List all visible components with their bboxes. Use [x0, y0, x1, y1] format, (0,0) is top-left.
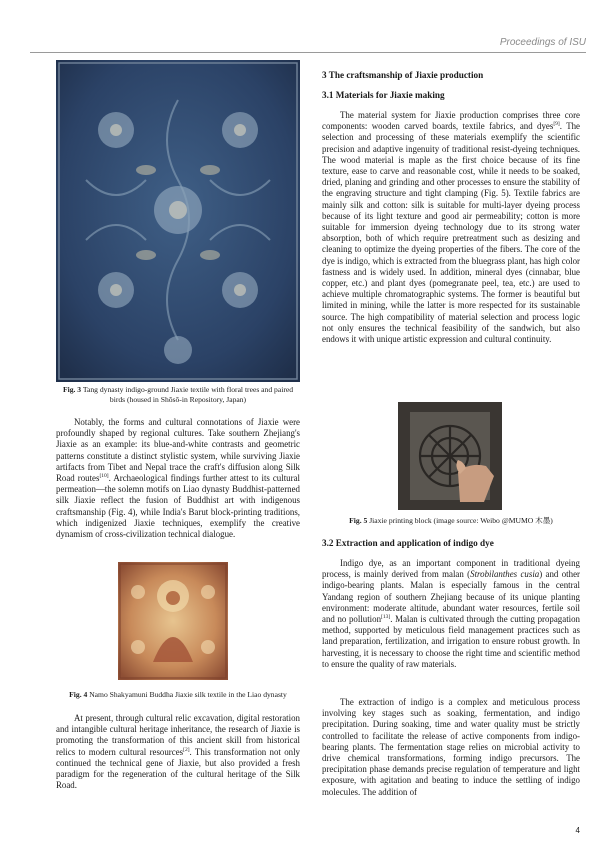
figure-4-caption-text: Namo Shakyamuni Buddha Jiaxie silk textile in the Liao dynasty	[89, 690, 287, 699]
figure-5-printing-block-image	[398, 402, 502, 510]
section-3-1-heading: 3.1 Materials for Jiaxie making	[322, 90, 445, 100]
figure-5-caption-text: Jiaxie printing block (image source: Weibo @MUMO 木墨)	[369, 516, 553, 525]
left-paragraph-1: Notably, the forms and cultural connotations of Jiaxie were profoundly shaped by regional cultures. Take southern Zhejiang's Jiaxie as an example: its blue-and-white contrasts and geometric patterns constitute a distinct stylistic system, while surviving Jiaxie artifacts from Tibet and Nepal trace the craft's diffusion along Silk Road routes[10]. Archaeological findings further attest to its cultural permeation—the solemn motifs on Liao dynasty Buddhist-patterned silk Jiaxie reflect the fusion of Buddhist art with indigenous craftsmanship (Fig. 4), while India's Barut block-printing traditions, which indigenized Jiaxie techniques, exemplify the creative dynamism of cross-civilization technical dialogue.	[56, 417, 300, 540]
figure-5-label: Fig. 5	[349, 516, 368, 525]
running-header	[30, 32, 586, 53]
right-paragraph-1: The material system for Jiaxie production comprises three core components: wooden carved boards, textile fabrics, and dyes[9]. The selection and processing of these materials exemplify the scientific precision and adaptive ingenuity of traditional resist-dyeing techniques. The wood material is maple as the first choice because of its fine texture, ease to carve and reasonable cost, while it needs to be soaked, dried, planing and grinding and other processes to ensure the stability of the engraving structure and tight clamping (Fig. 5). Textile fabrics are mainly silk and cotton: silk is suitable for multi-layer dyeing process because of its light texture and good air permeability; cotton is more suitable for immersion dyeing technology due to its strong water absorption, both of which require pretreatment such as desizing and cleaning to optimize the dyeing properties of the fibers. The core of the dye is indigo, which is extracted from the bluegrass plant, has high color fastness and is widely used. In addition, mineral dyes (cinnabar, blue copper, etc.) and plant dyes (pomegranate peel, tea, etc.) are used to achieve multiple chromatographic systems. The former is beautiful but limited in mining, while the latter is more respected for its sustainable source. The high compatibility of material selection and process logic not only ensures the technical feasibility of the sandwich, but also endows it with unique artistic expression and cultural continuity.	[322, 110, 580, 345]
figure-4-buddha-image	[118, 562, 228, 680]
figure-3-label: Fig. 3	[62, 385, 82, 394]
figure-4-label: Fig. 4	[69, 690, 88, 699]
figure-5-caption	[322, 516, 580, 526]
page-number: 4	[575, 826, 580, 835]
right-paragraph-3: The extraction of indigo is a complex and meticulous process involving key stages such as soaking, fermentation, and indigo precipitation. During soaking, time and water quality must be strictly controlled to facilitate the release of active components from indigo-bearing plants. The fermentation stage relies on microbial activity to drive chemical transformations, forming indigo precursors. The precipitation phase demands precise regulation of temperature and light exposure, with agitation and beating to induce the settling of indigo molecules. The addition of	[322, 697, 580, 797]
journal-name: Proceedings of ISU	[499, 37, 586, 48]
figure-3-caption-text: Tang dynasty indigo-ground Jiaxie textile with floral trees and paired birds (housed in Shōsō-in Repository, Japan)	[82, 385, 294, 404]
figure-3-textile-image	[56, 60, 300, 382]
figure-3-caption	[56, 385, 300, 405]
right-paragraph-2: Indigo dye, as an important component in traditional dyeing process, is mainly derived from malan (Strobilanthes cusia) and other indigo-bearing plants. Malan is especially famous in the central Yandang region of southern Zhejiang because of its unique planting environment: moderate altitude, abundant water resources, fertile soil and no pollution[13]. Malan is cultivated through the cutting propagation method, supported by meticulous field management practices such as land preparation, fertilization, and irrigation to ensure robust growth. In harvesting, it is necessary to choose the right time and scientific method to ensure the quality of raw materials.	[322, 558, 580, 669]
left-paragraph-2: At present, through cultural relic excavation, digital restoration and intangible cultural heritage inheritance, the research of Jiaxie is promoting the transformation of this ancient skill from historical relics to modern cultural resources[2]. This transformation not only continued the technical gene of Jiaxie, but also provided a fresh paradigm for the regeneration of the cultural heritage of the Silk Road.	[56, 713, 300, 791]
figure-4-caption	[56, 690, 300, 700]
section-3-heading: 3 The craftsmanship of Jiaxie production	[322, 70, 484, 80]
section-3-2-heading: 3.2 Extraction and application of indigo dye	[322, 538, 494, 548]
